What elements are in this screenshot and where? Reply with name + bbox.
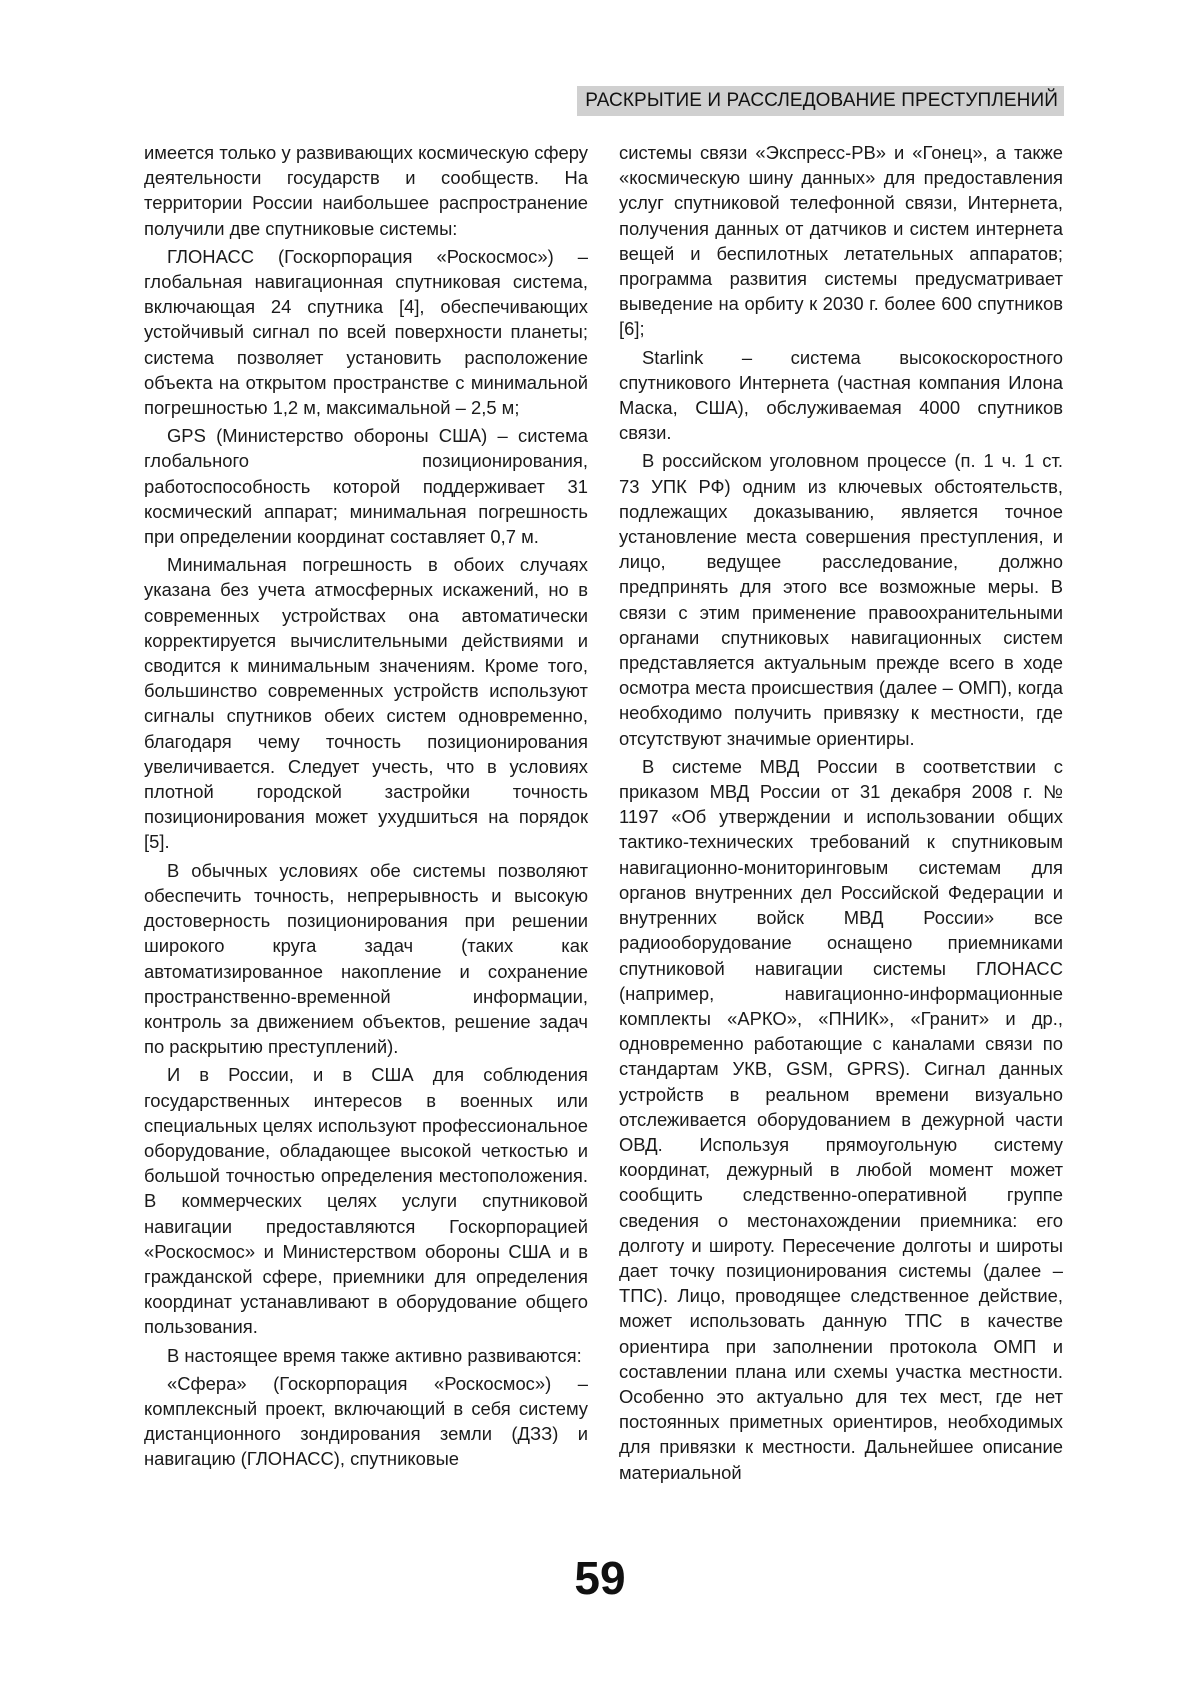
running-header: РАСКРЫТИЕ И РАССЛЕДОВАНИЕ ПРЕСТУПЛЕНИЙ	[577, 86, 1064, 116]
right-text-column	[619, 140, 1063, 1485]
paragraph: ГЛОНАСС (Госкорпорация «Роскосмос») – глобальная навигационная спутниковая система, включающая 24 спутника [4], обеспечивающих устойчивый сигнал по всей поверхности планеты; система позволяет установить расположение объекта на открытом пространстве с минимальной погрешностью 1,2 м, максимальной – 2,5 м;	[144, 245, 588, 419]
paragraph: системы связи «Экспресс-РВ» и «Гонец», а также «космическую шину данных» для предоставления услуг спутниковой телефонной связи, Интернета, получения данных от датчиков и систем интернета вещей и беспилотных летательных аппаратов; программа развития системы предусматривает выведение на орбиту к 2030 г. более 600 спутников [6];	[619, 142, 1063, 340]
paragraph: «Сфера» (Госкорпорация «Роскосмос») – комплексный проект, включающий в себя систему дистанционного зондирования земли (ДЗЗ) и навигацию (ГЛОНАСС), спутниковые	[144, 1372, 588, 1470]
paragraph: В системе МВД России в соответствии с приказом МВД России от 31 декабря 2008 г. № 1197 «Об утверждении и использовании общих тактико-технических требований к спутниковым навигационно-мониторинговым системам для органов внутренних дел Российской Федерации и внутренних войск МВД России» все радиооборудование оснащено приемниками спутниковой навигации системы ГЛОНАСС (например, навигационно-информационные комплекты «АРКО», «ПНИК», «Гранит» и др., одновременно работающие с каналами связи по стандартам УКВ, GSM, GPRS). Сигнал данных устройств в реальном времени визуально отслеживается оборудованием в дежурной части ОВД. Используя прямоугольную систему координат, дежурный в любой момент может сообщить следственно-оперативной группе сведения о местонахождении приемника: его долготу и широту. Пересечение долготы и широты дает точку позиционирования системы (далее – ТПС). Лицо, проводящее следственное действие, может использовать данную ТПС в качестве ориентира при заполнении протокола ОМП и составлении плана или схемы участка местности. Особенно это актуально для тех мест, где нет постоянных приметных ориентиров, необходимых для привязки к местности. Дальнейшее описание материальной	[619, 755, 1063, 1483]
paragraph: В настоящее время также активно развиваются:	[167, 1344, 582, 1366]
paragraph: И в России, и в США для соблюдения государственных интересов в военных или специальных целях используют профессиональное оборудование, обладающее высокой четкостью и большой точностью определения местоположения. В коммерческих целях услуги спутниковой навигации предоставляются Госкорпорацией «Роскосмос» и Министерством обороны США и в гражданской сфере, приемники для определения координат устанавливают в оборудование общего пользования.	[144, 1064, 588, 1338]
page-number: 59	[574, 1552, 626, 1604]
paragraph: имеется только у развивающих космическую сферу деятельности государств и сообществ. На территории России наибольшее распространение получили две спутниковые системы:	[144, 142, 588, 239]
paragraph: GPS (Министерство обороны США) – система глобального позиционирования, работоспособность которой поддерживает 31 космический аппарат; минимальная погрешность при определении координат составляет 0,7 м.	[144, 425, 588, 548]
paragraph: Минимальная погрешность в обоих случаях указана без учета атмосферных искажений, но в современных устройствах она автоматически корректируется вычислительными действиями и сводится к минимальным значениям. Кроме того, большинство современных устройств используют сигналы спутников обеих систем одновременно, благодаря чему точность позиционирования увеличивается. Следует учесть, что в условиях плотной городской застройки точность позиционирования может ухудшиться на порядок [5].	[144, 554, 588, 853]
paragraph: Starlink – система высокоскоростного спутникового Интернета (частная компания Илона Маска, США), обслуживаемая 4000 спутников связи.	[619, 346, 1063, 444]
left-text-column	[144, 140, 588, 1472]
paragraph: В российском уголовном процессе (п. 1 ч. 1 ст. 73 УПК РФ) одним из ключевых обстоятельств, подлежащих доказыванию, является точное установление места совершения преступления, и лицо, ведущее расследование, должно предпринять для этого все возможные меры. В связи с этим применение правоохранительными органами спутниковых навигационных систем представляется актуальным прежде всего в ходе осмотра места происшествия (далее – ОМП), когда необходимо получить привязку к местности, где отсутствуют значимые ориентиры.	[619, 450, 1063, 749]
paragraph: В обычных условиях обе системы позволяют обеспечить точность, непрерывность и высокую достоверность позиционирования при решении широкого круга задач (таких как автоматизированное накопление и сохранение пространственно-временной информации, контроль за движением объектов, решение задач по раскрытию преступлений).	[144, 859, 588, 1058]
